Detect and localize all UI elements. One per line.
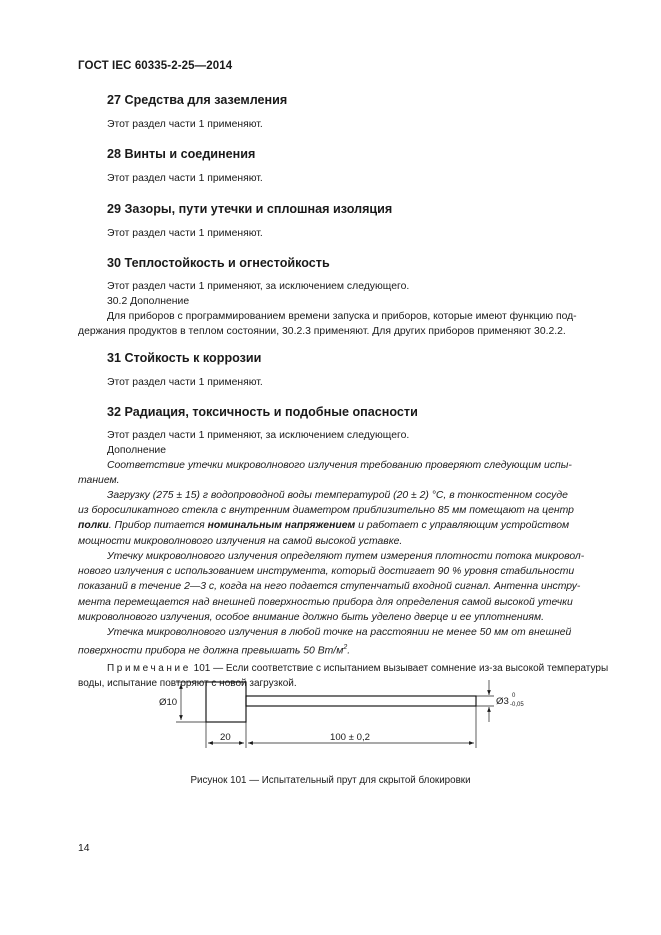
rod-head [206, 682, 246, 722]
section-29-text: Этот раздел части 1 применяют. [107, 228, 263, 239]
note-line-2: воды, испытание повторяют с новой загрузкой. [78, 678, 297, 690]
para-2-line-3-c: и работает с управляющим устройством [355, 520, 570, 532]
label-diam-large: Ø10 [159, 697, 178, 708]
para-1-line-1: Соответствие утечки микроволнового излучения требованию проверяют следующим испы- [107, 460, 572, 471]
term-rated-voltage: номинальным напряжением [207, 520, 356, 532]
figure-101-drawing [150, 672, 540, 762]
section-30-paragraph [78, 309, 616, 339]
section-32-para-4 [78, 625, 616, 659]
para-4-line-2-end: . [347, 645, 351, 657]
unit-exponent: 2 [343, 644, 348, 652]
para-3-line-3: показаний в течение 2—3 с, когда на него подается ступенчатый входной сигнал. Антенна инстру- [78, 581, 581, 593]
label-tol-lower: -0,05 [510, 702, 524, 708]
section-32-addition: Дополнение [107, 445, 167, 456]
para-4-line-2-text: поверхности прибора не должна превышать 50 Вт/м [78, 645, 344, 657]
section-32-title: 32 Радиация, токсичность и подобные опасности [107, 405, 418, 419]
para-2-line-4: мощности микроволнового излучения на самой высокой уставке. [78, 535, 403, 547]
page-number: 14 [78, 843, 90, 854]
section-31-text: Этот раздел части 1 применяют. [107, 377, 263, 388]
label-rod-length: 100 ± 0,2 [330, 732, 370, 743]
rod-body [246, 696, 476, 706]
para-3-line-4: мента перемещается над внешней поверхностью прибора для определения самой высокой утечки [78, 596, 573, 608]
para-2-line-2: из боросиликатного стекла с внутренним диаметром приблизительно 85 мм помещают на центр [78, 505, 574, 517]
section-28-text: Этот раздел части 1 применяют. [107, 173, 263, 184]
section-27-title: 27 Средства для заземления [107, 93, 288, 107]
section-32-para-1 [78, 458, 616, 488]
section-30-line-4: держания продуктов в теплом состоянии, 30.2.3 применяют. Для других приборов применяют 30.2.2. [78, 326, 566, 338]
section-27-text: Этот раздел части 1 применяют. [107, 119, 263, 130]
label-head-length: 20 [220, 732, 231, 743]
para-2-line-3 [78, 518, 616, 533]
document-header: ГОСТ IEC 60335-2-25—2014 [78, 60, 233, 72]
note-line-1-text: 101 — Если соответствие с испытанием вызывает сомнение из-за высокой температуры [190, 663, 609, 674]
section-30-line-3: Для приборов с программированием времени запуска и приборов, которые имеют функцию под- [107, 311, 577, 322]
note-label: Примечание [107, 663, 191, 674]
label-tol-upper: 0 [512, 693, 516, 699]
section-32-para-2 [78, 488, 616, 549]
para-3-line-2: нового излучения с использованием инструмента, который достигает 90 % уровня стабильности [78, 566, 575, 578]
para-4-line-1: Утечка микроволнового излучения в любой точке на расстоянии не менее 50 мм от внешней [107, 627, 572, 638]
para-1-line-2: танием. [78, 475, 120, 487]
para-4-line-2 [78, 640, 616, 659]
section-30-title: 30 Теплостойкость и огнестойкость [107, 256, 330, 270]
section-29-title: 29 Зазоры, пути утечки и сплошная изоляция [107, 202, 393, 216]
section-30-line-1: Этот раздел части 1 применяют, за исключением следующего. [107, 281, 410, 292]
para-3-line-1: Утечку микроволнового излучения определяют путем измерения плотности потока микровол- [107, 551, 585, 562]
figure-caption: Рисунок 101 — Испытательный прут для скрытой блокировки [190, 775, 471, 786]
section-32-para-3 [78, 549, 616, 625]
section-31-title: 31 Стойкость к коррозии [107, 351, 262, 365]
label-diam-small: Ø3 [496, 696, 509, 707]
section-30-line-2: 30.2 Дополнение [107, 296, 190, 307]
section-28-title: 28 Винты и соединения [107, 147, 256, 161]
para-3-line-5: микроволнового излучения, особое внимание должно быть уделено дверце и ее уплотнениям. [78, 611, 544, 623]
para-2-line-1: Загрузку (275 ± 15) г водопроводной воды температурой (20 ± 2) °С, в тонкостенном сосуде [107, 490, 568, 501]
term-shelf: полки [78, 520, 109, 532]
section-32-intro: Этот раздел части 1 применяют, за исключением следующего. [107, 430, 410, 441]
para-2-line-3-a: . Прибор питается [108, 520, 208, 532]
